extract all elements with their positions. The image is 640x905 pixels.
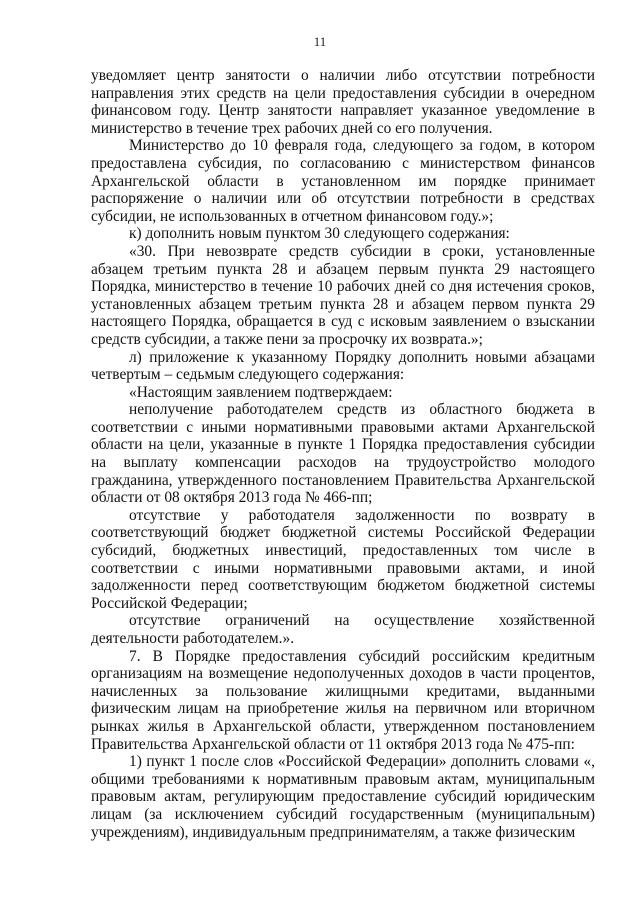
paragraph: л) приложение к указанному Порядку дополнить новыми абзацами четвертым – седьмым следующего содержания: [91, 348, 595, 384]
page-number: 11 [313, 34, 327, 49]
paragraph: «30. При невозврате средств субсидии в сроки, установленные абзацем третьим пункта 28 и абзацем первым пункта 29 настоящего Порядка, министерство в течение 10 рабочих дней со дня истечения сроков, установленных абзацем третьим пункта 28 и абзацем первом пункта 29 настоящего Порядка, обращается в суд с исковым заявлением о взыскании средств субсидии, а также пени за просрочку их возврата.»; [91, 242, 595, 348]
paragraph: к) дополнить новым пунктом 30 следующего содержания: [129, 225, 510, 243]
paragraph: «Настоящим заявлением подтверждаем: [129, 383, 393, 401]
paragraph: отсутствие ограничений на осуществление хозяйственной деятельности работодателем.». [91, 612, 595, 647]
paragraph: отсутствие у работодателя задолженности по возврату в соответствующий бюджет бюджетной системы Российской Федерации субсидий, бюджетных инвестиций, предоставленных том числе в соответствии с иными нормативными правовыми актами, и иной задолженности перед соответствующим бюджетом бюджетной системы Российской Федерации; [91, 506, 595, 612]
paragraph: уведомляет центр занятости о наличии либо отсутствии потребности направления этих средств на цели предоставления субсидии в очередном финансовом году. Центр занятости направляет указанное уведомление в министерство в течение трех рабочих дней со его получения. [91, 67, 595, 137]
paragraph: неполучение работодателем средств из областного бюджета в соответствии с иными нормативными правовыми актами Архангельской области на цели, указанные в пункте 1 Порядка предоставления субсидии на выплату компенсации расходов на трудоустройство молодого гражданина, утвержденного постановлением Правительства Архангельской области от 08 октября 2013 года № 466-пп; [91, 401, 595, 507]
paragraph: 7. В Порядке предоставления субсидий российским кредитным организациям на возмещение недополученных доходов в части процентов, начисленных за пользование жилищными кредитами, выданными физическим лицам на приобретение жилья на первичном или вторичном рынках жилья в Архангельской области, утвержденном постановлением Правительства Архангельской области от 11 октября 2013 года № 475-пп: [91, 647, 595, 753]
document-body [91, 67, 595, 841]
paragraph: Министерство до 10 февраля года, следующего за годом, в котором предоставлена субсидия, по согласованию с министерством финансов Архангельской области в установленном им порядке принимает распоряжение о наличии или об отсутствии потребности в средствах субсидии, не использованных в отчетном финансовом году.»; [91, 137, 595, 225]
paragraph: 1) пункт 1 после слов «Российской Федерации» дополнить словами «, общими требованиями к нормативным правовым актам, муниципальным правовым актам, регулирующим предоставление субсидий юридическим лицам (за исключением субсидий государственным (муниципальным) учреждениям), индивидуальным предпринимателям, а также физическим [91, 753, 595, 841]
